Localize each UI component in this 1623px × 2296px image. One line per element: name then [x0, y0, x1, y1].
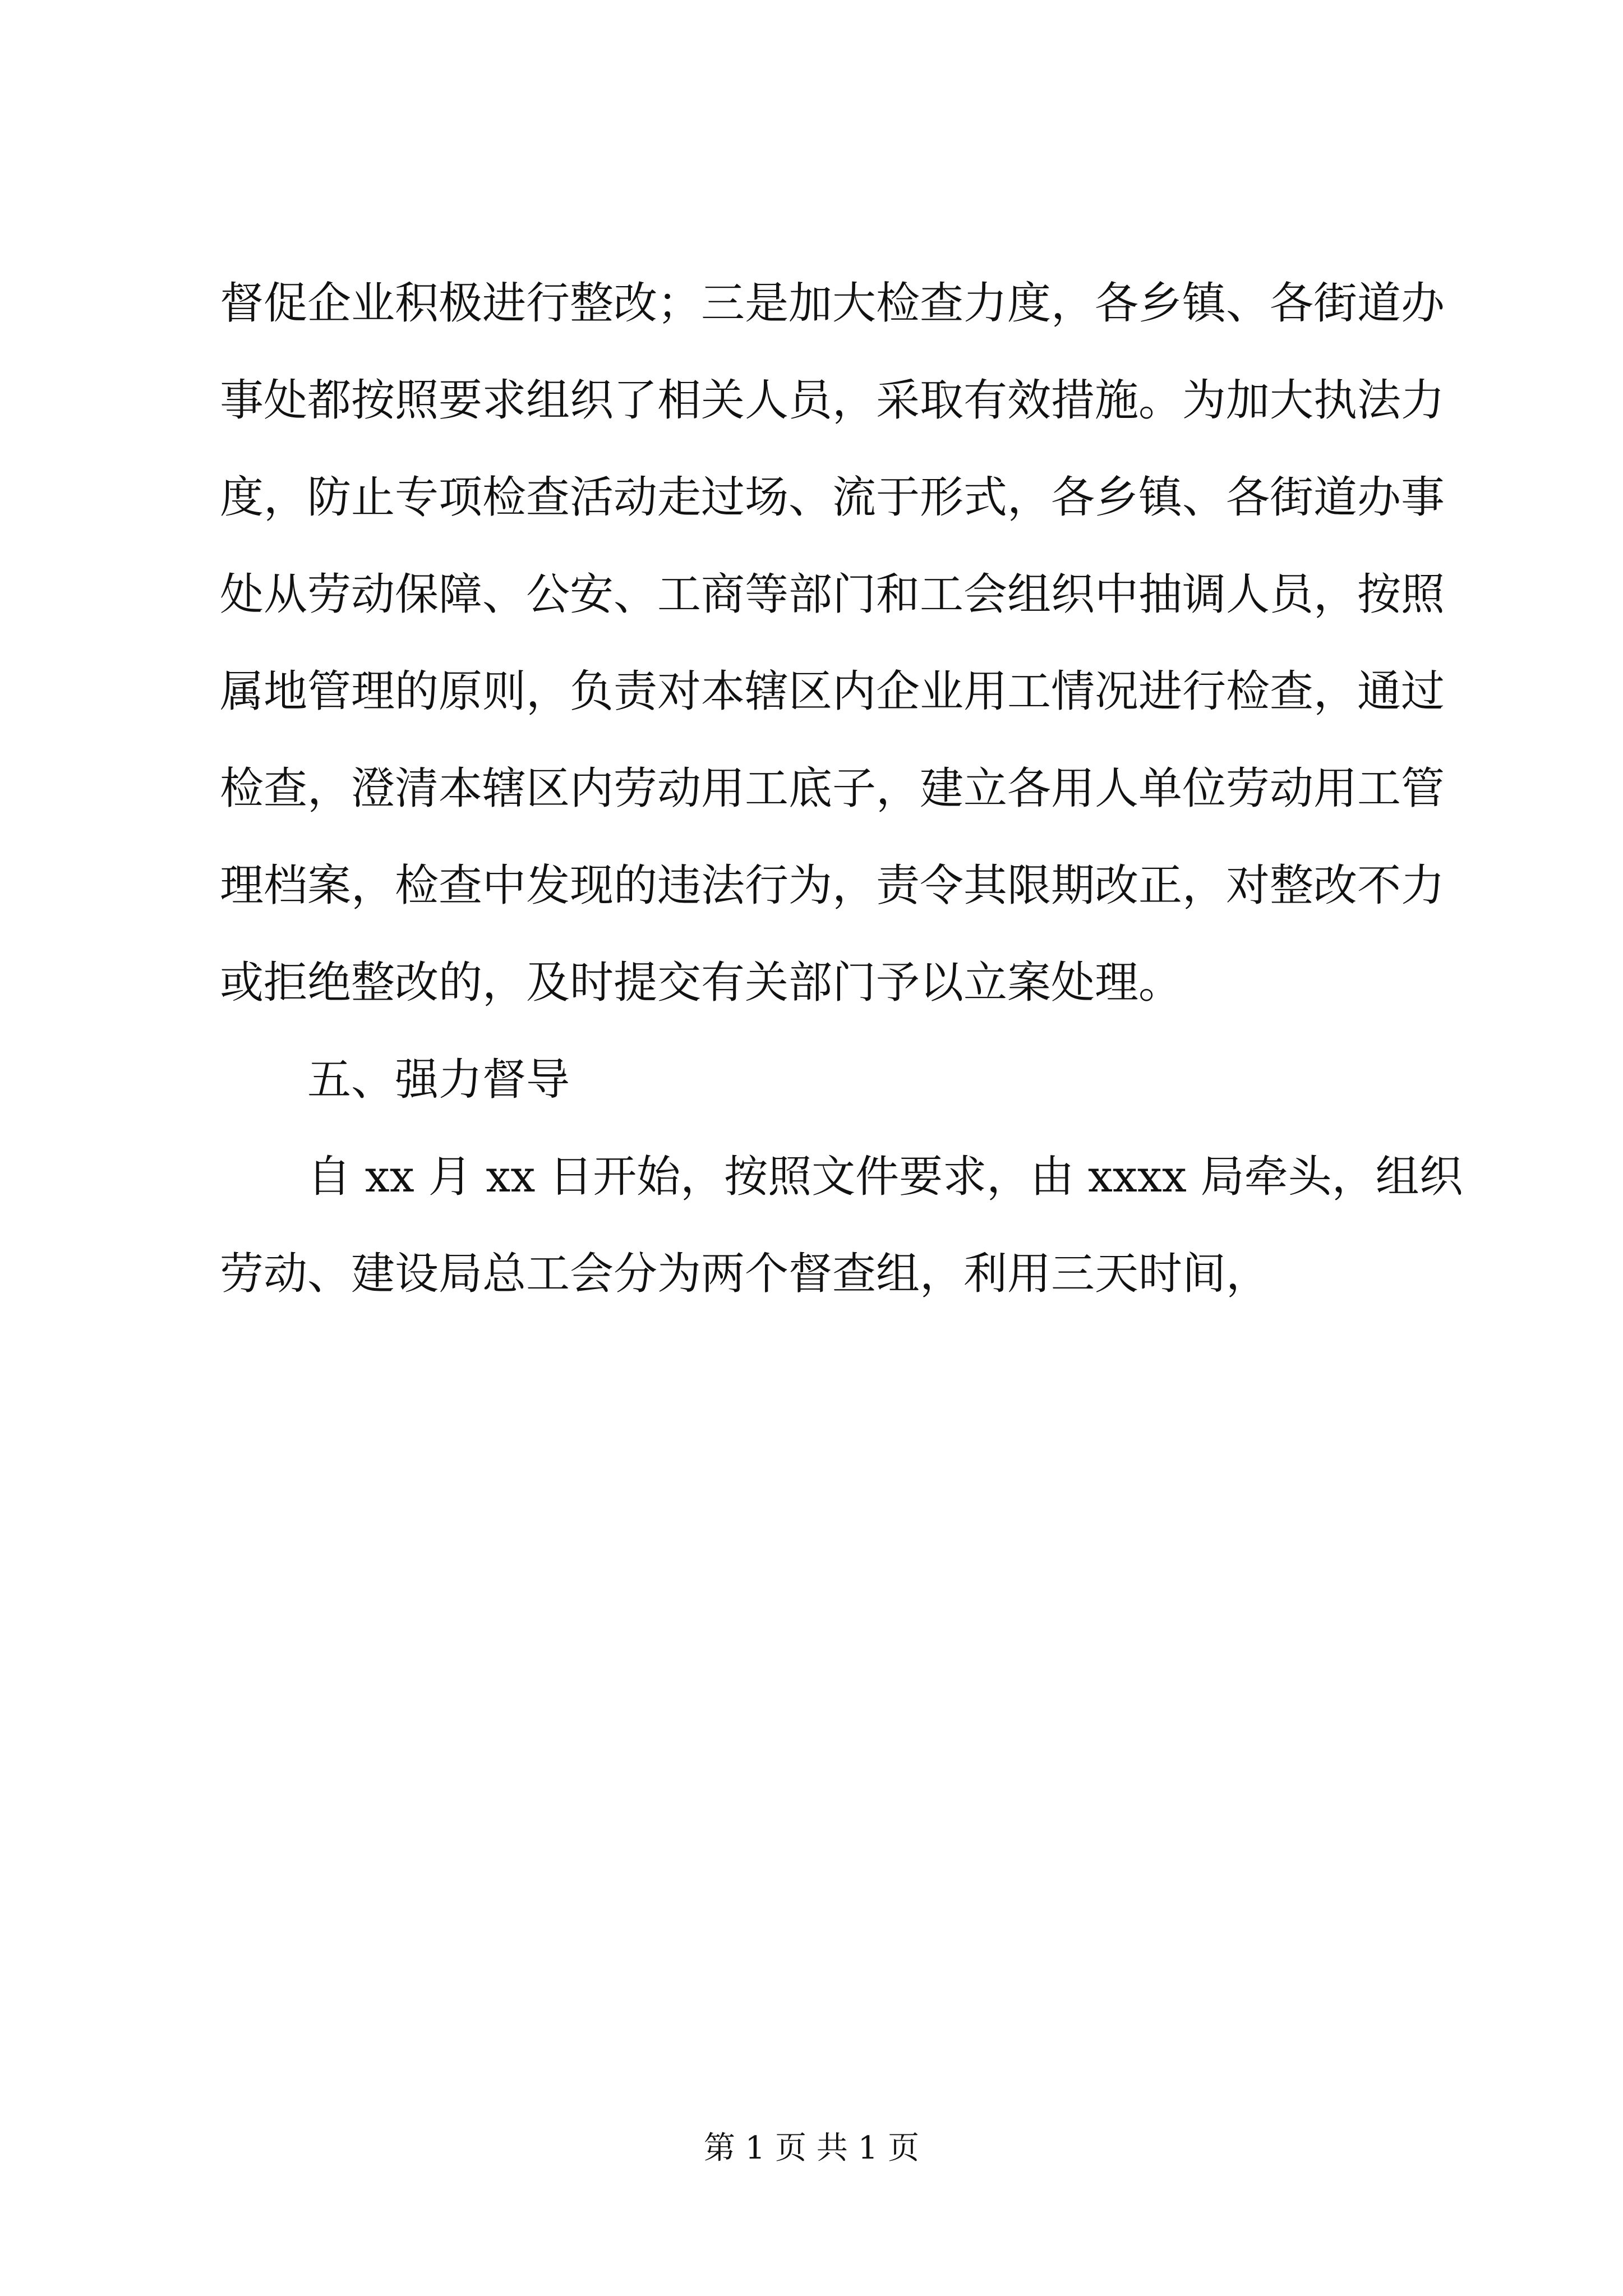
body-line-2: 事处都按照要求组织了相关人员，采取有效措施。为加大执法力	[220, 375, 1445, 426]
body-line-1: 督促企业积极进行整改；三是加大检查力度，各乡镇、各街道办	[220, 278, 1445, 329]
body-line-6: 检查，澄清本辖区内劳动用工底子，建立各用人单位劳动用工管	[220, 763, 1445, 814]
section-heading: 五、强力督导	[307, 1055, 570, 1105]
paragraph2-line-2: 劳动、建设局总工会分为两个督查组，利用三天时间，	[220, 1249, 1270, 1299]
body-line-5: 属地管理的原则，负责对本辖区内企业用工情况进行检查，通过	[220, 666, 1445, 717]
document-body	[220, 255, 1463, 1323]
body-line-7: 理档案，检查中发现的违法行为，责令其限期改正，对整改不力	[220, 861, 1445, 911]
body-line-3: 度，防止专项检查活动走过场、流于形式，各乡镇、各街道办事	[220, 472, 1445, 523]
page-number-footer: 第 1 页 共 1 页	[703, 2130, 920, 2166]
paragraph2-line-1: 自 xx 月 xx 日开始，按照文件要求，由 xxxx 局牵头，组织	[307, 1152, 1463, 1202]
body-line-8: 或拒绝整改的，及时提交有关部门予以立案处理。	[220, 958, 1183, 1008]
body-line-4: 处从劳动保障、公安、工商等部门和工会组织中抽调人员，按照	[220, 569, 1445, 620]
